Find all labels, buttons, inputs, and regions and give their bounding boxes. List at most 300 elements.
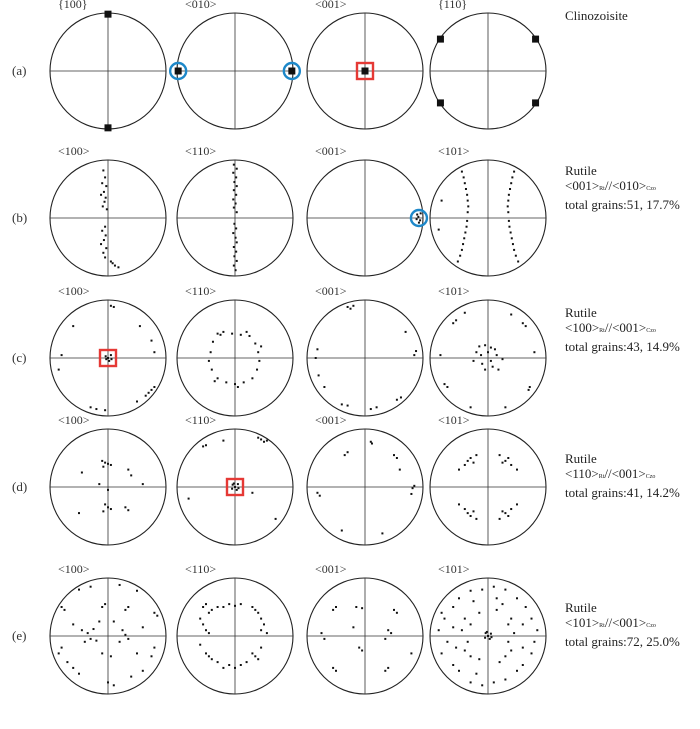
pole-point	[142, 670, 144, 672]
pole-point	[208, 655, 210, 657]
pole-point	[104, 201, 106, 203]
mineral-name: Rutile	[565, 305, 597, 320]
pole-point	[234, 383, 236, 385]
plot-title: <101>	[438, 144, 470, 158]
pole-point	[233, 246, 235, 248]
pole-point	[237, 487, 239, 489]
pole-point	[210, 351, 212, 353]
pole-point	[323, 386, 325, 388]
pole-point	[102, 252, 104, 254]
plot-title: <010>	[185, 0, 217, 11]
pole-point	[444, 618, 446, 620]
pole-point	[384, 638, 386, 640]
pole-point	[347, 306, 349, 308]
pole-point	[233, 189, 235, 191]
pole-point	[199, 644, 201, 646]
pole-point	[151, 340, 153, 342]
pole-point	[105, 197, 107, 199]
pole-point	[464, 464, 466, 466]
pole-point	[464, 508, 466, 510]
pole-point	[510, 182, 512, 184]
pole-point	[235, 251, 237, 253]
pole-point	[484, 344, 486, 346]
pole-point	[332, 667, 334, 669]
pole-point	[532, 36, 539, 43]
pole-point	[113, 621, 115, 623]
pole-point	[153, 612, 155, 614]
plot-title: <100>	[58, 562, 90, 576]
pole-point	[522, 623, 524, 625]
pole-point	[104, 462, 106, 464]
pole-point	[481, 684, 483, 686]
pole-point	[323, 638, 325, 640]
plot-title: <001>	[315, 0, 347, 11]
pole-point	[478, 658, 480, 660]
pole-point	[510, 464, 512, 466]
pole-point	[510, 232, 512, 234]
pole-point	[211, 609, 213, 611]
pole-point	[119, 641, 121, 643]
pole-point	[515, 255, 517, 257]
pole-point	[205, 444, 207, 446]
pole-point	[441, 200, 443, 202]
pole-point	[493, 586, 495, 588]
pole-point	[458, 503, 460, 505]
pole-point	[260, 345, 262, 347]
pole-point	[246, 331, 248, 333]
pole-point	[208, 612, 210, 614]
pole-point	[236, 211, 238, 213]
pole-point	[101, 230, 103, 232]
pole-point	[504, 460, 506, 462]
pole-point	[455, 647, 457, 649]
pole-point	[257, 658, 259, 660]
pole-point	[104, 226, 106, 228]
pole-point	[522, 322, 524, 324]
pole-point	[510, 618, 512, 620]
pole-point	[438, 229, 440, 231]
pole-point	[113, 306, 115, 308]
pole-point	[467, 641, 469, 643]
pole-point	[417, 216, 419, 218]
pole-point	[127, 469, 129, 471]
pole-point	[202, 606, 204, 608]
pole-point	[437, 99, 444, 106]
pole-point	[104, 409, 106, 411]
pole-point	[233, 265, 235, 267]
pole-point	[387, 667, 389, 669]
row-label: (b)	[12, 210, 28, 225]
pole-point	[499, 518, 501, 520]
pole-point	[243, 381, 245, 383]
pole-point	[516, 597, 518, 599]
pole-point	[533, 351, 535, 353]
grain-count: total grains:41, 14.2%	[565, 485, 680, 500]
pole-point	[464, 182, 466, 184]
pole-point	[316, 492, 318, 494]
pole-point	[104, 603, 106, 605]
pole-point	[457, 261, 459, 263]
pole-point	[257, 612, 259, 614]
pole-point	[105, 185, 107, 187]
pole-point	[525, 606, 527, 608]
pole-point	[110, 508, 112, 510]
pole-point	[225, 381, 227, 383]
pole-point	[153, 386, 155, 388]
pole-point	[233, 164, 235, 166]
pole-point	[415, 350, 417, 352]
orientation-relation: <110>Rt//<001>Czo	[565, 466, 656, 481]
pole-point	[510, 314, 512, 316]
pole-point	[490, 633, 492, 635]
pole-point	[205, 603, 207, 605]
pole-point	[446, 386, 448, 388]
pole-point	[466, 220, 468, 222]
pole-point	[438, 629, 440, 631]
pole-point	[228, 603, 230, 605]
pole-point	[532, 99, 539, 106]
pole-point	[452, 626, 454, 628]
pole-point	[72, 623, 74, 625]
pole-point	[507, 641, 509, 643]
pole-point	[110, 354, 112, 356]
pole-point	[335, 670, 337, 672]
pole-point	[103, 239, 105, 241]
pole-point	[376, 406, 378, 408]
pole-point	[136, 652, 138, 654]
pole-point	[511, 176, 513, 178]
pole-point	[513, 632, 515, 634]
pole-point	[117, 266, 119, 268]
pole-point	[490, 360, 492, 362]
pole-point	[58, 369, 60, 371]
pole-point	[233, 223, 235, 225]
pole-point	[484, 637, 486, 639]
pole-point	[254, 343, 256, 345]
pole-point	[371, 443, 373, 445]
pole-point	[507, 200, 509, 202]
pole-point	[486, 631, 488, 633]
plot-title: <001>	[315, 562, 347, 576]
pole-point	[260, 629, 262, 631]
pole-point	[393, 454, 395, 456]
plot-title: <101>	[438, 562, 470, 576]
plot-title: <100>	[58, 284, 90, 298]
pole-point	[105, 124, 112, 131]
pole-point	[507, 515, 509, 517]
pole-point	[504, 406, 506, 408]
pole-point	[396, 399, 398, 401]
pole-point	[499, 661, 501, 663]
pole-point	[235, 237, 237, 239]
pole-point	[490, 636, 492, 638]
pole-point	[452, 322, 454, 324]
pole-point	[464, 650, 466, 652]
pole-point	[458, 469, 460, 471]
row-label: (d)	[12, 479, 28, 494]
plot-title: <001>	[315, 413, 347, 427]
pole-point	[107, 681, 109, 683]
pole-point	[104, 503, 106, 505]
pole-point	[87, 632, 89, 634]
pole-point	[531, 618, 533, 620]
pole-point	[240, 334, 242, 336]
pole-point	[533, 641, 535, 643]
plot-title: <110>	[185, 284, 217, 298]
pole-point	[405, 331, 407, 333]
grain-count: total grains:72, 25.0%	[565, 634, 680, 649]
pole-point	[504, 679, 506, 681]
pole-point	[151, 655, 153, 657]
pole-point	[235, 203, 237, 205]
pole-point	[81, 472, 83, 474]
pole-point	[347, 451, 349, 453]
pole-point	[58, 652, 60, 654]
pole-point	[257, 351, 259, 353]
grain-count: total grains:51, 17.7%	[565, 197, 680, 212]
pole-point	[504, 655, 506, 657]
pole-point	[481, 363, 483, 365]
pole-point	[217, 661, 219, 663]
pole-point	[105, 247, 107, 249]
pole-point	[350, 308, 352, 310]
pole-point	[217, 377, 219, 379]
pole-point	[473, 360, 475, 362]
pole-point	[202, 445, 204, 447]
pole-point	[316, 348, 318, 350]
pole-point	[228, 664, 230, 666]
pole-point	[390, 632, 392, 634]
pole-point	[236, 489, 238, 491]
pole-point	[470, 655, 472, 657]
pole-point	[452, 664, 454, 666]
pole-point	[444, 383, 446, 385]
pole-point	[263, 623, 265, 625]
pole-point	[237, 483, 239, 485]
mineral-name: Clinozoisite	[565, 8, 628, 23]
pole-point	[124, 634, 126, 636]
pole-point	[496, 354, 498, 356]
pole-point	[266, 440, 268, 442]
pole-point	[458, 597, 460, 599]
pole-point	[441, 612, 443, 614]
pole-point	[516, 503, 518, 505]
pole-point	[531, 652, 533, 654]
pole-point	[487, 635, 489, 637]
pole-point	[90, 406, 92, 408]
pole-point	[381, 532, 383, 534]
pole-point	[266, 632, 268, 634]
pole-point	[496, 597, 498, 599]
pole-point	[416, 218, 418, 220]
pole-point	[507, 457, 509, 459]
pole-point	[64, 609, 66, 611]
pole-point	[113, 684, 115, 686]
orientation-relation: <101>Rt//<001>Czo	[565, 615, 656, 630]
pole-point	[222, 440, 224, 442]
pole-point	[475, 673, 477, 675]
pole-point	[475, 351, 477, 353]
pole-point	[511, 237, 513, 239]
plot-title: <001>	[315, 144, 347, 158]
pole-point	[525, 325, 527, 327]
pole-point	[233, 255, 235, 257]
plot-title: <001>	[315, 284, 347, 298]
pole-point	[490, 347, 492, 349]
pole-point	[507, 623, 509, 625]
pole-point	[481, 589, 483, 591]
pole-point	[332, 609, 334, 611]
pole-point	[352, 305, 354, 307]
pole-point	[235, 269, 237, 271]
pole-point	[240, 664, 242, 666]
pole-point	[355, 606, 357, 608]
pole-point	[232, 198, 234, 200]
pole-point	[205, 629, 207, 631]
pole-point	[522, 647, 524, 649]
pole-point	[452, 606, 454, 608]
pole-point	[90, 638, 92, 640]
pole-point	[399, 469, 401, 471]
pole-point	[341, 530, 343, 532]
pole-point	[251, 377, 253, 379]
row-description	[565, 163, 680, 212]
pole-point	[412, 487, 414, 489]
pole-point	[464, 232, 466, 234]
pole-point	[416, 214, 418, 216]
pole-point	[470, 681, 472, 683]
pole-point	[254, 609, 256, 611]
pole-point	[93, 628, 95, 630]
pole-point	[107, 506, 109, 508]
pole-point	[467, 200, 469, 202]
pole-point	[208, 360, 210, 362]
pole-point	[148, 392, 150, 394]
pole-point	[81, 629, 83, 631]
pole-point	[362, 68, 369, 75]
pole-point	[470, 406, 472, 408]
pole-point	[78, 589, 80, 591]
pole-point	[478, 345, 480, 347]
pole-point	[254, 655, 256, 657]
pole-point	[127, 606, 129, 608]
pole-point	[473, 510, 475, 512]
pole-point	[410, 493, 412, 495]
pole-point	[101, 652, 103, 654]
pole-point	[508, 220, 510, 222]
pole-point	[119, 584, 121, 586]
pole-point	[98, 621, 100, 623]
pole-point	[110, 261, 112, 263]
pole-point	[124, 609, 126, 611]
pole-point	[321, 632, 323, 634]
pole-point	[234, 605, 236, 607]
pole-point	[465, 188, 467, 190]
pole-point	[104, 176, 106, 178]
pole-point	[66, 661, 68, 663]
row-description	[565, 600, 680, 649]
pole-point	[257, 437, 259, 439]
orientation-relation: <100>Rt//<001>Czo	[565, 320, 656, 335]
pole-point	[124, 506, 126, 508]
pole-point	[136, 590, 138, 592]
pole-point	[487, 351, 489, 353]
pole-point	[110, 358, 112, 360]
orientation-relation: <001>Rt//<010>Czo	[565, 178, 656, 193]
pole-point	[502, 462, 504, 464]
pole-point	[484, 369, 486, 371]
pole-point	[396, 457, 398, 459]
pole-point	[509, 188, 511, 190]
pole-point	[529, 386, 531, 388]
pole-point	[473, 462, 475, 464]
pole-point	[315, 357, 317, 359]
pole-point	[251, 492, 253, 494]
plot-title: {100}	[58, 0, 88, 11]
pole-point	[127, 638, 129, 640]
pole-point	[508, 194, 510, 196]
pole-point	[153, 351, 155, 353]
pole-point	[102, 466, 104, 468]
plot-title: <100>	[58, 413, 90, 427]
pole-point	[251, 652, 253, 654]
pole-point	[473, 600, 475, 602]
pole-point	[497, 369, 499, 371]
pole-point	[130, 676, 132, 678]
pole-point	[475, 518, 477, 520]
pole-point	[175, 68, 182, 75]
pole-point	[504, 589, 506, 591]
plot-title: <110>	[185, 562, 217, 576]
pole-point	[258, 360, 260, 362]
pole-point	[235, 176, 237, 178]
pole-point	[106, 208, 108, 210]
pole-point	[358, 647, 360, 649]
pole-point	[105, 11, 112, 18]
pole-point	[458, 670, 460, 672]
row-label: (a)	[12, 63, 27, 78]
pole-point	[95, 408, 97, 410]
pole-point	[110, 655, 112, 657]
pole-point	[496, 609, 498, 611]
pole-point	[393, 609, 395, 611]
pole-point	[234, 667, 236, 669]
plot-title: <100>	[58, 144, 90, 158]
pole-point	[233, 207, 235, 209]
pole-point	[536, 629, 538, 631]
pole-point	[260, 618, 262, 620]
pole-point	[142, 626, 144, 628]
pole-point	[235, 227, 237, 229]
plot-title: <110>	[185, 144, 217, 158]
pole-point	[455, 319, 457, 321]
pole-point	[211, 658, 213, 660]
pole-point	[370, 441, 372, 443]
pole-point	[475, 454, 477, 456]
pole-point	[361, 607, 363, 609]
pole-point	[463, 176, 465, 178]
pole-point	[467, 211, 469, 213]
pole-point	[478, 612, 480, 614]
row-description	[565, 451, 680, 500]
pole-point	[61, 647, 63, 649]
pole-point	[439, 354, 441, 356]
pole-point	[410, 652, 412, 654]
pole-point	[418, 222, 420, 224]
pole-point	[101, 606, 103, 608]
pole-point	[288, 68, 295, 75]
pole-point	[90, 586, 92, 588]
